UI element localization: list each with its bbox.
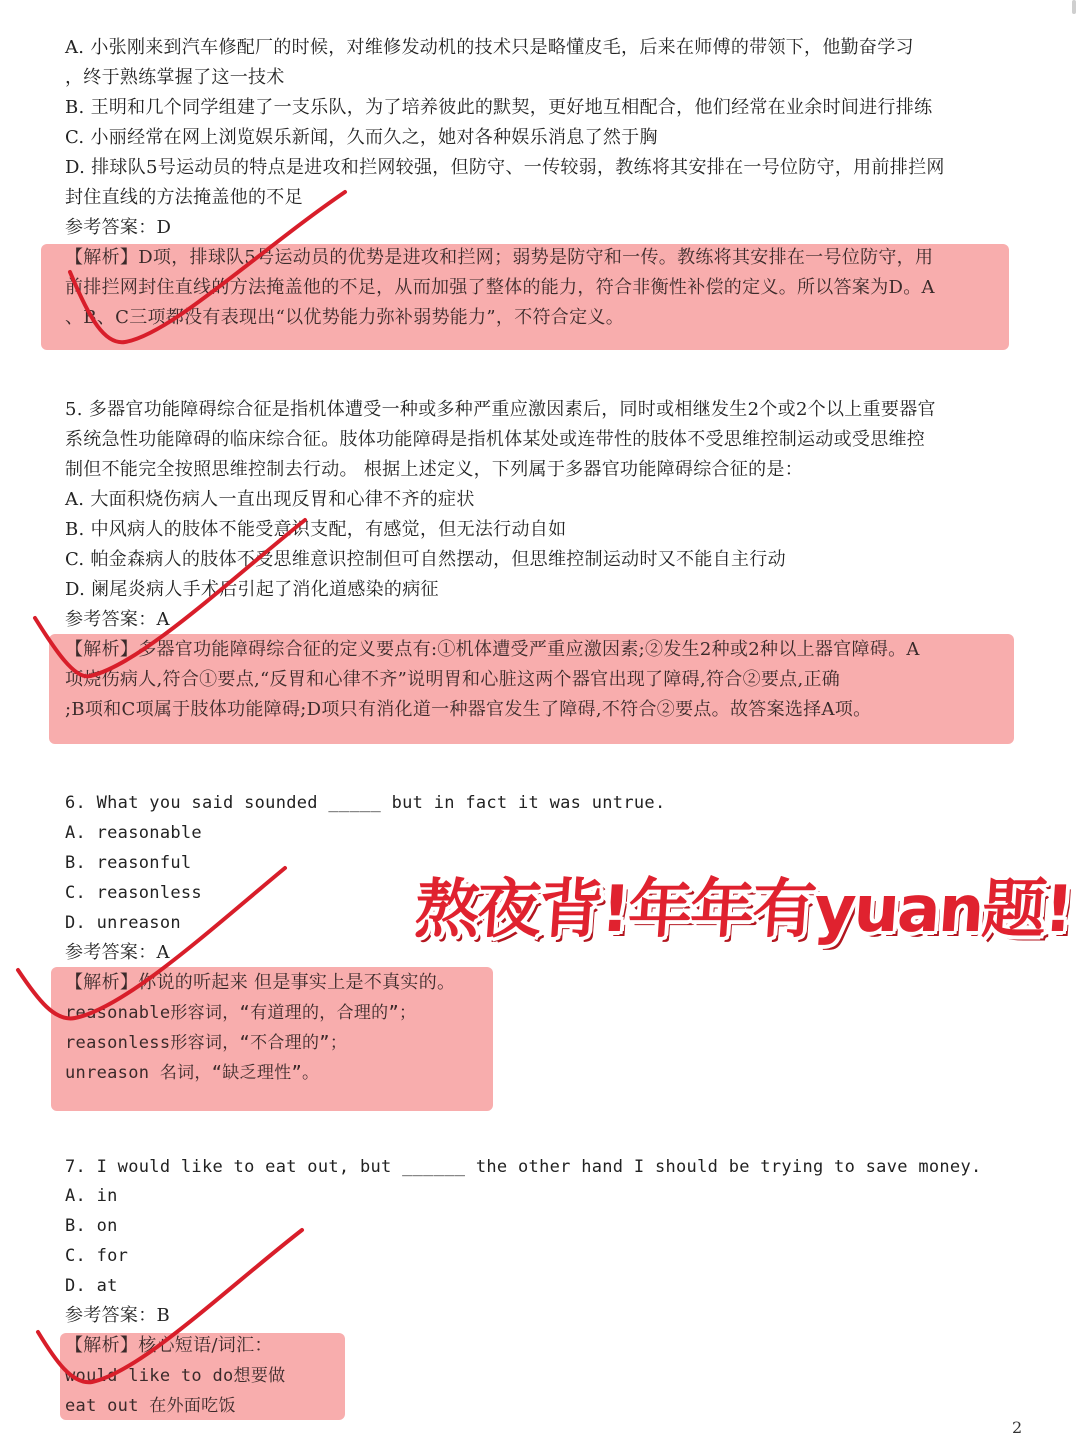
- check-mark-q6-icon: [18, 868, 285, 1018]
- q5-option-d: D. 阑尾炎病人手术后引起了消化道感染的病征: [65, 579, 439, 600]
- q4-option-a-line2: ，终于熟练掌握了这一技术: [65, 67, 285, 88]
- q5-stem-line2: 系统急性功能障碍的临床综合征。肢体功能障碍是指机体某处或连带性的肢体不受思维控制运动或受思维控: [65, 429, 926, 450]
- q5-explanation-line3: ;B项和C项属于肢体功能障碍;D项只有消化道一种器官发生了障碍,不符合②要点。故答案选择A项。: [65, 699, 872, 720]
- q5-explanation-line2: 项烧伤病人,符合①要点,“反胃和心律不齐”说明胃和心脏这两个器官出现了障碍,符合②要点,正确: [65, 669, 841, 690]
- q4-explanation-line2: 前排拦网封住直线的方法掩盖他的不足，从而加强了整体的能力，符合非衡性补偿的定义。所以答案为D。A: [65, 277, 935, 298]
- q5-option-c: C. 帕金森病人的肢体不受思维意识控制但可自然摆动，但思维控制运动时又不能自主行动: [65, 549, 786, 570]
- q6-explanation-line2: reasonable形容词，“有道理的，合理的”；: [65, 1003, 417, 1023]
- q7-option-b: B. on: [65, 1216, 118, 1236]
- q5-explanation-line1: 【解析】多器官功能障碍综合征的定义要点有:①机体遭受严重应激因素;②发生2种或2种以上器官障碍。A: [65, 639, 920, 660]
- q7-explanation-line3: eat out 在外面吃饭: [65, 1396, 236, 1416]
- q6-option-b: B. reasonful: [65, 853, 192, 873]
- q5-answer: 参考答案：A: [65, 609, 170, 630]
- check-mark-q7-icon: [38, 1230, 302, 1382]
- q6-explanation-line1: 【解析】你说的听起来 但是事实上是不真实的。: [65, 972, 456, 993]
- q4-option-d-line2: 封住直线的方法掩盖他的不足: [65, 187, 303, 208]
- q7-explanation-line2: would like to do想要做: [65, 1366, 286, 1386]
- motivational-stamp-overlay: 熬夜背!年年有yuan题!: [412, 873, 1075, 947]
- check-mark-q4-icon: [70, 192, 345, 342]
- q7-option-d: D. at: [65, 1276, 118, 1296]
- q4-answer: 参考答案：D: [65, 217, 172, 238]
- q4-option-b: B. 王明和几个同学组建了一支乐队，为了培养彼此的默契，更好地互相配合，他们经常在业余时间进行排练: [65, 97, 933, 118]
- q5-option-a: A. 大面积烧伤病人一直出现反胃和心律不齐的症状: [65, 489, 475, 510]
- q6-option-c: C. reasonless: [65, 883, 202, 903]
- q7-option-a: A. in: [65, 1186, 118, 1206]
- q5-option-b: B. 中风病人的肢体不能受意识支配，有感觉，但无法行动自如: [65, 519, 567, 540]
- q6-option-d: D. unreason: [65, 913, 181, 933]
- q7-option-c: C. for: [65, 1246, 129, 1266]
- q5-stem-line1: 5. 多器官功能障碍综合征是指机体遭受一种或多种严重应激因素后，同时或相继发生2个或2个以上重要器官: [65, 399, 936, 420]
- q6-explanation-line3: reasonless形容词，“不合理的”；: [65, 1033, 348, 1053]
- q4-option-d-line1: D. 排球队5号运动员的特点是进攻和拦网较强，但防守、一传较弱，教练将其安排在一号位防守，用前排拦网: [65, 157, 945, 178]
- q7-explanation-line1: 【解析】核心短语/词汇：: [65, 1335, 273, 1356]
- q4-explanation-line3: 、B、C三项都没有表现出“以优势能力弥补弱势能力”，不符合定义。: [65, 307, 625, 328]
- page-number: 2: [1012, 1418, 1023, 1437]
- q7-stem: 7. I would like to eat out, but ______ the other hand I should be trying to save money.: [65, 1157, 982, 1177]
- q6-explanation-line4: unreason 名词，“缺乏理性”。: [65, 1063, 320, 1083]
- q6-option-a: A. reasonable: [65, 823, 202, 843]
- q6-answer: 参考答案：A: [65, 942, 170, 963]
- scrollbar-thumb[interactable]: [1072, 0, 1076, 14]
- q7-answer: 参考答案：B: [65, 1305, 171, 1326]
- q5-stem-line3: 制但不能完全按照思维控制去行动。 根据上述定义，下列属于多器官功能障碍综合征的是：: [65, 459, 804, 480]
- check-mark-q5-icon: [35, 520, 305, 676]
- q4-explanation-line1: 【解析】D项，排球队5号运动员的优势是进攻和拦网；弱势是防守和一传。教练将其安排在一号位防守，用: [65, 247, 934, 268]
- q4-option-a-line1: A. 小张刚来到汽车修配厂的时候，对维修发动机的技术只是略懂皮毛，后来在师傅的带领下，他勤奋学习: [65, 37, 914, 58]
- q4-option-c: C. 小丽经常在网上浏览娱乐新闻，久而久之，她对各种娱乐消息了然于胸: [65, 127, 658, 148]
- q6-stem: 6. What you said sounded _____ but in fact it was untrue.: [65, 793, 666, 813]
